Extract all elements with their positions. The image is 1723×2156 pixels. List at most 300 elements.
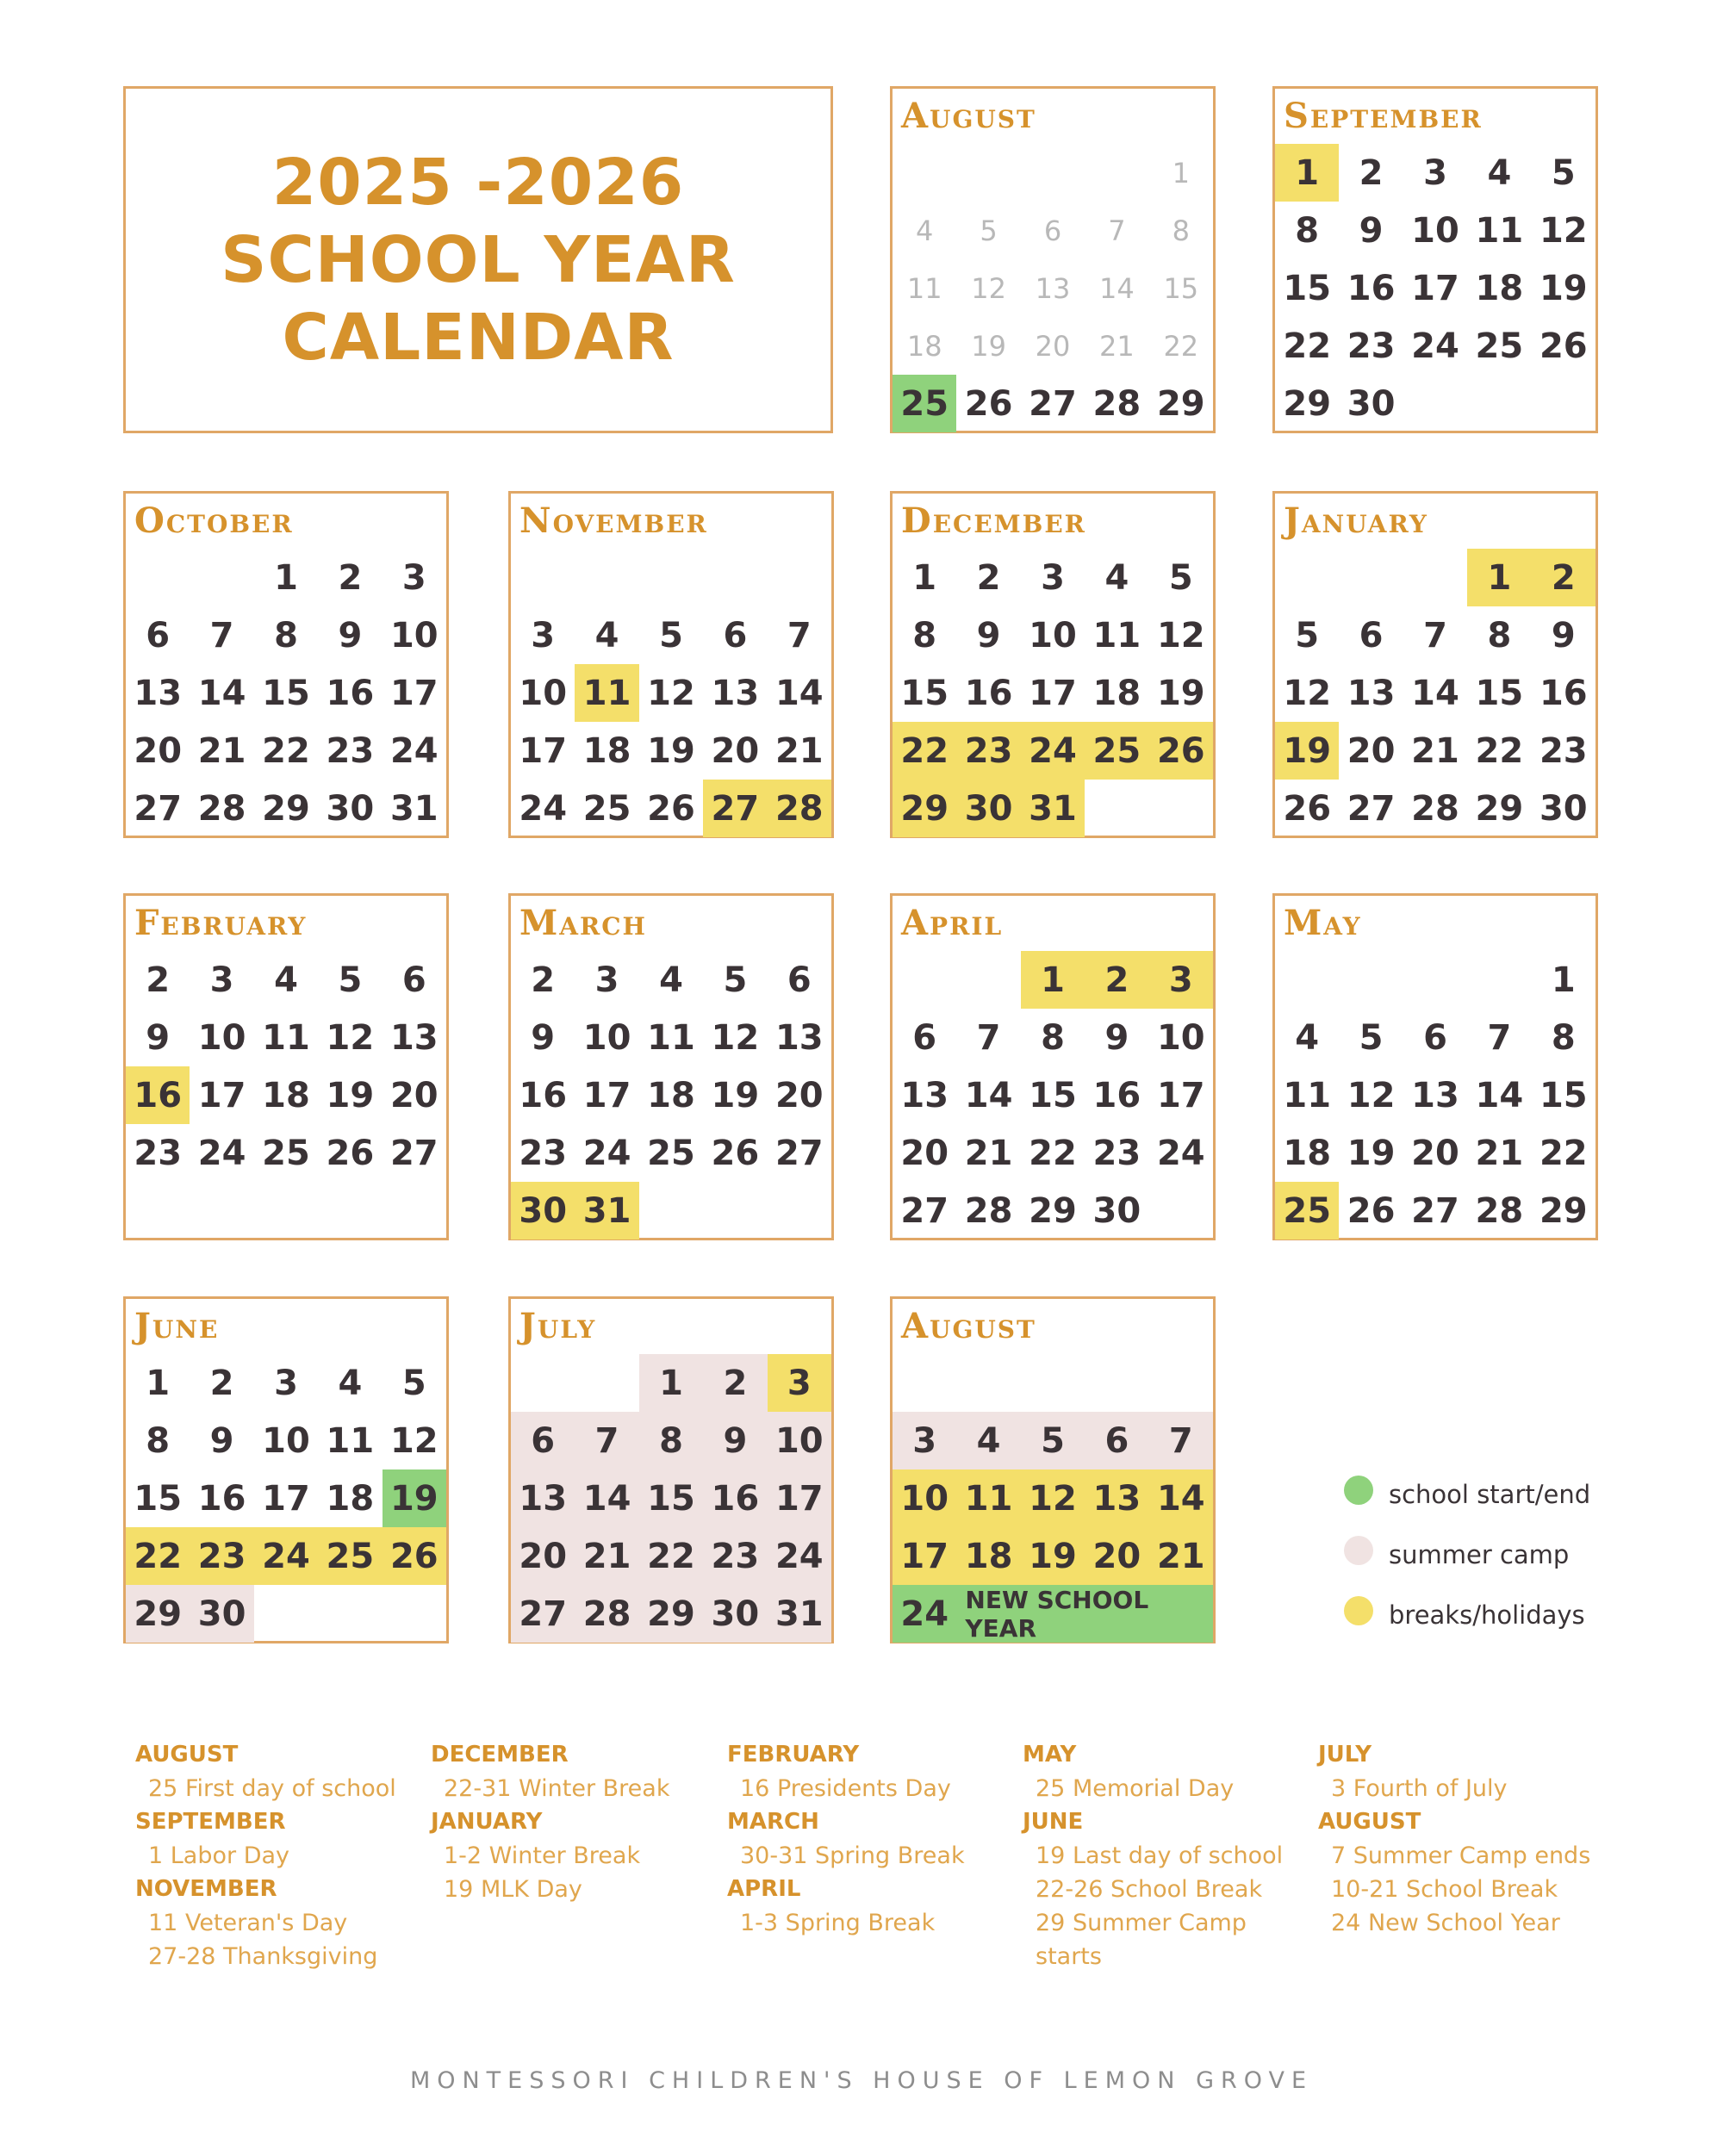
day-cell: 26 xyxy=(1539,326,1588,366)
day-cell: 19 xyxy=(711,1075,760,1115)
day-cell: 21 xyxy=(1411,730,1459,771)
day-cell: 17 xyxy=(1029,673,1077,713)
day-cell: 28 xyxy=(768,780,831,837)
day-cell xyxy=(254,1182,318,1240)
day-cell: 4 xyxy=(1104,557,1129,598)
day-cell: 11 xyxy=(1092,615,1141,655)
day-cell: 8 xyxy=(1295,210,1320,251)
day-cell: 10 xyxy=(389,615,439,655)
day-cell: 24 xyxy=(768,1527,831,1585)
day-cell: 3 xyxy=(1041,557,1065,598)
title-line-school-year: SCHOOL YEAR xyxy=(221,222,736,297)
day-cell: 9 xyxy=(1359,210,1384,251)
day-cell: 11 xyxy=(575,664,638,722)
day-cell: 22 xyxy=(1163,329,1199,363)
day-cell: 27 xyxy=(703,780,767,837)
month-october-2 xyxy=(123,491,449,838)
day-cell xyxy=(511,549,575,606)
day-cell: 12 xyxy=(711,1017,760,1058)
legend xyxy=(1344,1464,1590,1645)
note-item: 25 First day of school xyxy=(148,1775,396,1802)
day-cell: 15 xyxy=(1539,1075,1588,1115)
day-cell: 5 xyxy=(659,615,683,655)
day-cell: 9 xyxy=(1104,1017,1129,1058)
month-may-9 xyxy=(1272,893,1598,1240)
day-cell: 3 xyxy=(274,1363,298,1403)
day-cell: 18 xyxy=(262,1075,310,1115)
day-cell: 31 xyxy=(1021,780,1085,837)
note-item: 1-3 Spring Break xyxy=(740,1910,936,1936)
note-item: 11 Veteran's Day xyxy=(148,1910,348,1936)
day-cell: 18 xyxy=(1475,268,1524,308)
month-name: December xyxy=(901,500,1086,541)
day-cell: 2 xyxy=(531,960,556,1000)
legend-label: school start/end xyxy=(1389,1480,1591,1509)
day-cell: 30 xyxy=(703,1585,767,1643)
day-cell: 17 xyxy=(389,673,439,713)
day-cell: 15 xyxy=(900,673,949,713)
day-cell: 13 xyxy=(1035,271,1071,305)
month-march-7 xyxy=(508,893,834,1240)
day-cell: 11 xyxy=(1283,1075,1332,1115)
note-item: 22-26 School Break xyxy=(1036,1876,1263,1903)
day-cell xyxy=(1339,549,1403,606)
day-cell: 8 xyxy=(1551,1017,1576,1058)
day-cell xyxy=(575,1354,638,1412)
day-cell: 24 xyxy=(893,1585,956,1643)
day-cell: 27 xyxy=(1347,788,1396,829)
day-cell: 1 xyxy=(1551,960,1576,1000)
day-cell: 24 xyxy=(1411,326,1459,366)
day-cell: 18 xyxy=(647,1075,695,1115)
month-august-0 xyxy=(890,86,1216,433)
day-cell: 2 xyxy=(1359,152,1384,193)
day-cell xyxy=(1339,951,1403,1009)
month-day-grid xyxy=(511,549,831,837)
day-cell: 12 xyxy=(1021,1469,1085,1527)
month-name: August xyxy=(901,1306,1036,1346)
day-cell: 2 xyxy=(703,1354,767,1412)
note-month-heading: AUGUST xyxy=(135,1742,239,1768)
day-cell: 20 xyxy=(1035,329,1071,363)
day-cell: 6 xyxy=(723,615,748,655)
day-cell: 7 xyxy=(1487,1017,1512,1058)
day-cell: 2 xyxy=(338,557,363,598)
month-january-5 xyxy=(1272,491,1598,838)
day-cell: 12 xyxy=(647,673,695,713)
day-cell: 12 xyxy=(1283,673,1332,713)
day-cell: 13 xyxy=(511,1469,575,1527)
day-cell: 19 xyxy=(1021,1527,1085,1585)
day-cell: 13 xyxy=(1411,1075,1459,1115)
note-item: 29 Summer Camp starts xyxy=(1036,1910,1247,1970)
month-name: March xyxy=(519,903,648,943)
notes-column xyxy=(727,1738,1011,1940)
day-cell: 20 xyxy=(1347,730,1396,771)
day-cell: 20 xyxy=(711,730,760,771)
day-cell: 1 xyxy=(274,557,298,598)
day-cell: 28 xyxy=(1411,788,1459,829)
note-item: 25 Memorial Day xyxy=(1036,1775,1235,1802)
day-cell xyxy=(1085,1354,1148,1412)
calendar-title-box xyxy=(123,86,833,433)
day-cell: 30 xyxy=(1092,1190,1141,1231)
day-cell: 25 xyxy=(1275,1182,1339,1240)
month-name: May xyxy=(1284,903,1362,943)
month-day-grid xyxy=(126,951,446,1240)
day-cell: 24 xyxy=(519,788,568,829)
day-cell: 8 xyxy=(912,615,937,655)
day-cell: 26 xyxy=(711,1133,760,1173)
day-cell: 4 xyxy=(916,214,934,247)
month-december-4 xyxy=(890,491,1216,838)
day-cell: 15 xyxy=(1163,271,1199,305)
month-day-grid xyxy=(511,1354,831,1643)
day-cell: 8 xyxy=(1172,214,1190,247)
day-cell: 20 xyxy=(900,1133,949,1173)
day-cell: 11 xyxy=(906,271,942,305)
day-cell: 26 xyxy=(1283,788,1332,829)
day-cell: 24 xyxy=(197,1133,246,1173)
day-cell: 18 xyxy=(1283,1133,1332,1173)
day-cell: 20 xyxy=(134,730,183,771)
day-cell: 21 xyxy=(1149,1527,1213,1585)
title-line-year: 2025 -2026 xyxy=(271,145,685,220)
day-cell: 14 xyxy=(1475,1075,1524,1115)
note-month-heading: JUNE xyxy=(1023,1809,1084,1835)
day-cell xyxy=(1085,144,1148,202)
day-cell xyxy=(318,1182,382,1240)
note-item: 22-31 Winter Break xyxy=(444,1775,670,1802)
day-cell: 25 xyxy=(647,1133,695,1173)
day-cell: 17 xyxy=(262,1478,310,1519)
day-cell: 9 xyxy=(531,1017,556,1058)
day-cell xyxy=(575,549,638,606)
day-cell: 16 xyxy=(519,1075,568,1115)
day-cell: 6 xyxy=(146,615,171,655)
month-name: October xyxy=(134,500,294,541)
month-day-grid xyxy=(1275,549,1595,837)
day-cell: 5 xyxy=(723,960,748,1000)
day-cell: 29 xyxy=(1475,788,1524,829)
day-cell xyxy=(1021,1354,1085,1412)
day-cell: 21 xyxy=(575,1527,638,1585)
day-cell: 24 xyxy=(1156,1133,1205,1173)
month-november-3 xyxy=(508,491,834,838)
green-dot-icon xyxy=(1344,1476,1373,1505)
day-cell: 16 xyxy=(703,1469,767,1527)
day-cell xyxy=(956,1354,1020,1412)
notes-column xyxy=(1023,1738,1307,1973)
day-cell: 9 xyxy=(703,1412,767,1469)
day-cell: 3 xyxy=(531,615,556,655)
day-cell: 16 xyxy=(197,1478,246,1519)
day-cell: 15 xyxy=(134,1478,183,1519)
day-cell: 9 xyxy=(1551,615,1576,655)
day-cell: 29 xyxy=(1029,1190,1077,1231)
day-cell: 8 xyxy=(146,1420,171,1461)
day-cell: 25 xyxy=(1085,722,1148,780)
day-cell xyxy=(1403,549,1467,606)
day-cell: 29 xyxy=(639,1585,703,1643)
day-cell: 26 xyxy=(1347,1190,1396,1231)
day-cell: 16 xyxy=(964,673,1013,713)
day-cell: 21 xyxy=(964,1133,1013,1173)
day-cell: 23 xyxy=(956,722,1020,780)
day-cell: 13 xyxy=(711,673,760,713)
month-day-grid xyxy=(511,951,831,1240)
day-cell: 10 xyxy=(768,1412,831,1469)
day-cell: 6 xyxy=(1359,615,1384,655)
day-cell: 4 xyxy=(338,1363,363,1403)
day-cell xyxy=(1532,375,1595,432)
day-cell xyxy=(768,549,831,606)
day-cell: 26 xyxy=(383,1527,446,1585)
day-cell xyxy=(126,549,190,606)
note-item: 10-21 School Break xyxy=(1331,1876,1558,1903)
day-cell: 5 xyxy=(1551,152,1576,193)
day-cell: 16 xyxy=(1539,673,1588,713)
day-cell: 10 xyxy=(582,1017,631,1058)
day-cell: 1 xyxy=(146,1363,171,1403)
day-cell: 18 xyxy=(956,1527,1020,1585)
day-cell: 11 xyxy=(956,1469,1020,1527)
day-cell: 27 xyxy=(1411,1190,1459,1231)
day-cell: 8 xyxy=(1041,1017,1065,1058)
day-cell: 25 xyxy=(1475,326,1524,366)
note-month-heading: SEPTEMBER xyxy=(135,1809,286,1835)
day-cell: 27 xyxy=(774,1133,824,1173)
day-cell: 18 xyxy=(1092,673,1141,713)
day-cell: 13 xyxy=(134,673,183,713)
day-cell: 3 xyxy=(594,960,619,1000)
day-cell: 27 xyxy=(389,1133,439,1173)
day-cell: 13 xyxy=(900,1075,949,1115)
day-cell: 4 xyxy=(1295,1017,1320,1058)
day-cell: 3 xyxy=(1423,152,1447,193)
day-cell: 1 xyxy=(1275,144,1339,202)
day-cell xyxy=(1467,375,1531,432)
day-cell: 27 xyxy=(900,1190,949,1231)
day-cell xyxy=(383,1182,446,1240)
day-cell: 11 xyxy=(1475,210,1524,251)
day-cell: 15 xyxy=(639,1469,703,1527)
title-line-calendar: CALENDAR xyxy=(282,300,675,375)
month-june-10 xyxy=(123,1296,449,1643)
day-cell: 14 xyxy=(774,673,824,713)
note-month-heading: NOVEMBER xyxy=(135,1876,277,1902)
day-cell: 5 xyxy=(1359,1017,1384,1058)
day-cell: 24 xyxy=(254,1527,318,1585)
day-cell xyxy=(1403,375,1467,432)
month-day-grid xyxy=(893,549,1213,837)
day-cell: 20 xyxy=(1085,1527,1148,1585)
day-cell: 17 xyxy=(519,730,568,771)
day-cell: 7 xyxy=(575,1412,638,1469)
day-cell: 2 xyxy=(1532,549,1595,606)
day-cell: 24 xyxy=(1021,722,1085,780)
day-cell xyxy=(1149,1182,1213,1240)
day-cell xyxy=(893,1354,956,1412)
day-cell: 10 xyxy=(197,1017,246,1058)
day-cell: 1 xyxy=(1021,951,1085,1009)
month-february-6 xyxy=(123,893,449,1240)
day-cell: 25 xyxy=(318,1527,382,1585)
day-cell: 10 xyxy=(519,673,568,713)
legend-label: summer camp xyxy=(1389,1540,1570,1569)
day-cell xyxy=(511,1354,575,1412)
month-name: August xyxy=(901,96,1036,136)
day-cell: 31 xyxy=(389,788,439,829)
month-name: July xyxy=(519,1306,597,1346)
day-cell xyxy=(1149,780,1213,837)
day-cell: 9 xyxy=(338,615,363,655)
day-cell: 24 xyxy=(389,730,439,771)
day-cell: 27 xyxy=(511,1585,575,1643)
day-cell: 18 xyxy=(326,1478,375,1519)
month-day-grid xyxy=(126,549,446,837)
day-cell: 12 xyxy=(1156,615,1205,655)
month-day-grid xyxy=(1275,144,1595,432)
day-cell: 8 xyxy=(1487,615,1512,655)
day-cell: 2 xyxy=(1085,951,1148,1009)
day-cell xyxy=(383,1585,446,1643)
month-name: June xyxy=(134,1306,220,1346)
day-cell: 29 xyxy=(262,788,310,829)
day-cell xyxy=(893,951,956,1009)
day-cell xyxy=(190,549,253,606)
day-cell: 23 xyxy=(326,730,375,771)
day-cell: 31 xyxy=(575,1182,638,1240)
day-cell: 6 xyxy=(401,960,426,1000)
day-cell: 5 xyxy=(338,960,363,1000)
day-cell: 21 xyxy=(774,730,824,771)
day-cell: 19 xyxy=(383,1469,446,1527)
note-month-heading: FEBRUARY xyxy=(727,1742,860,1768)
day-cell: 12 xyxy=(1347,1075,1396,1115)
month-july-11 xyxy=(508,1296,834,1643)
day-cell: 10 xyxy=(893,1469,956,1527)
day-cell: 19 xyxy=(1275,722,1339,780)
legend-item-school-start-end xyxy=(1344,1464,1590,1525)
day-cell: 11 xyxy=(326,1420,375,1461)
day-cell: 22 xyxy=(1029,1133,1077,1173)
day-cell: 14 xyxy=(964,1075,1013,1115)
day-cell: 11 xyxy=(647,1017,695,1058)
note-month-heading: MAY xyxy=(1023,1742,1077,1768)
day-cell: 25 xyxy=(582,788,631,829)
day-cell: 22 xyxy=(1283,326,1332,366)
day-cell: 14 xyxy=(1149,1469,1213,1527)
day-cell: 13 xyxy=(1085,1469,1148,1527)
day-cell: 9 xyxy=(146,1017,171,1058)
day-cell: 19 xyxy=(647,730,695,771)
day-cell: 16 xyxy=(1092,1075,1141,1115)
note-month-heading: MARCH xyxy=(727,1809,819,1835)
day-cell: 13 xyxy=(389,1017,439,1058)
day-cell: 7 xyxy=(209,615,234,655)
day-cell: 23 xyxy=(1539,730,1588,771)
day-cell: 3 xyxy=(401,557,426,598)
day-cell: 12 xyxy=(1539,210,1588,251)
day-cell: 16 xyxy=(326,673,375,713)
note-item: 1-2 Winter Break xyxy=(444,1842,641,1869)
day-cell: 16 xyxy=(126,1066,190,1124)
day-cell: 22 xyxy=(262,730,310,771)
month-day-grid xyxy=(893,144,1213,432)
day-cell: 5 xyxy=(1295,615,1320,655)
day-cell: 19 xyxy=(971,329,1006,363)
day-cell: 13 xyxy=(774,1017,824,1058)
day-cell xyxy=(768,1182,831,1240)
day-cell: 10 xyxy=(1029,615,1077,655)
day-cell: 20 xyxy=(511,1527,575,1585)
day-cell: 5 xyxy=(1021,1412,1085,1469)
day-cell: 17 xyxy=(1156,1075,1205,1115)
day-cell: 16 xyxy=(1347,268,1396,308)
day-cell: 28 xyxy=(575,1585,638,1643)
day-cell: 30 xyxy=(956,780,1020,837)
day-cell: 19 xyxy=(1347,1133,1396,1173)
day-cell: 13 xyxy=(1347,673,1396,713)
day-cell: 23 xyxy=(1347,326,1396,366)
new-school-year-banner: NEW SCHOOL YEAR xyxy=(956,1585,1213,1643)
day-cell: 12 xyxy=(389,1420,439,1461)
day-cell: 23 xyxy=(703,1527,767,1585)
day-cell: 9 xyxy=(209,1420,234,1461)
day-cell: 17 xyxy=(768,1469,831,1527)
day-cell: 22 xyxy=(126,1527,190,1585)
day-cell xyxy=(126,1182,190,1240)
month-day-grid xyxy=(1275,951,1595,1240)
day-cell: 30 xyxy=(326,788,375,829)
note-item: 19 MLK Day xyxy=(444,1876,582,1903)
day-cell: 30 xyxy=(1347,383,1396,424)
day-cell: 25 xyxy=(262,1133,310,1173)
day-cell: 22 xyxy=(893,722,956,780)
note-item: 30-31 Spring Break xyxy=(740,1842,965,1869)
day-cell: 30 xyxy=(190,1585,253,1643)
note-item: 19 Last day of school xyxy=(1036,1842,1284,1869)
day-cell: 30 xyxy=(1539,788,1588,829)
legend-label: breaks/holidays xyxy=(1389,1600,1585,1630)
day-cell: 10 xyxy=(262,1420,310,1461)
day-cell: 23 xyxy=(519,1133,568,1173)
day-cell: 3 xyxy=(1149,951,1213,1009)
day-cell xyxy=(639,549,703,606)
month-name: November xyxy=(519,500,708,541)
day-cell: 20 xyxy=(1411,1133,1459,1173)
day-cell: 19 xyxy=(326,1075,375,1115)
day-cell: 6 xyxy=(787,960,812,1000)
day-cell: 7 xyxy=(976,1017,1001,1058)
day-cell xyxy=(1275,951,1339,1009)
day-cell xyxy=(703,1182,767,1240)
day-cell: 11 xyxy=(262,1017,310,1058)
day-cell: 17 xyxy=(197,1075,246,1115)
notes-column xyxy=(431,1738,715,1906)
day-cell: 31 xyxy=(768,1585,831,1643)
day-cell xyxy=(956,144,1020,202)
day-cell: 29 xyxy=(1539,1190,1588,1231)
day-cell: 6 xyxy=(1043,214,1062,247)
day-cell: 10 xyxy=(1411,210,1459,251)
note-item: 1 Labor Day xyxy=(148,1842,290,1869)
notes-column xyxy=(135,1738,420,1973)
note-month-heading: APRIL xyxy=(727,1876,801,1902)
day-cell: 22 xyxy=(639,1527,703,1585)
note-month-heading: AUGUST xyxy=(1318,1809,1421,1835)
